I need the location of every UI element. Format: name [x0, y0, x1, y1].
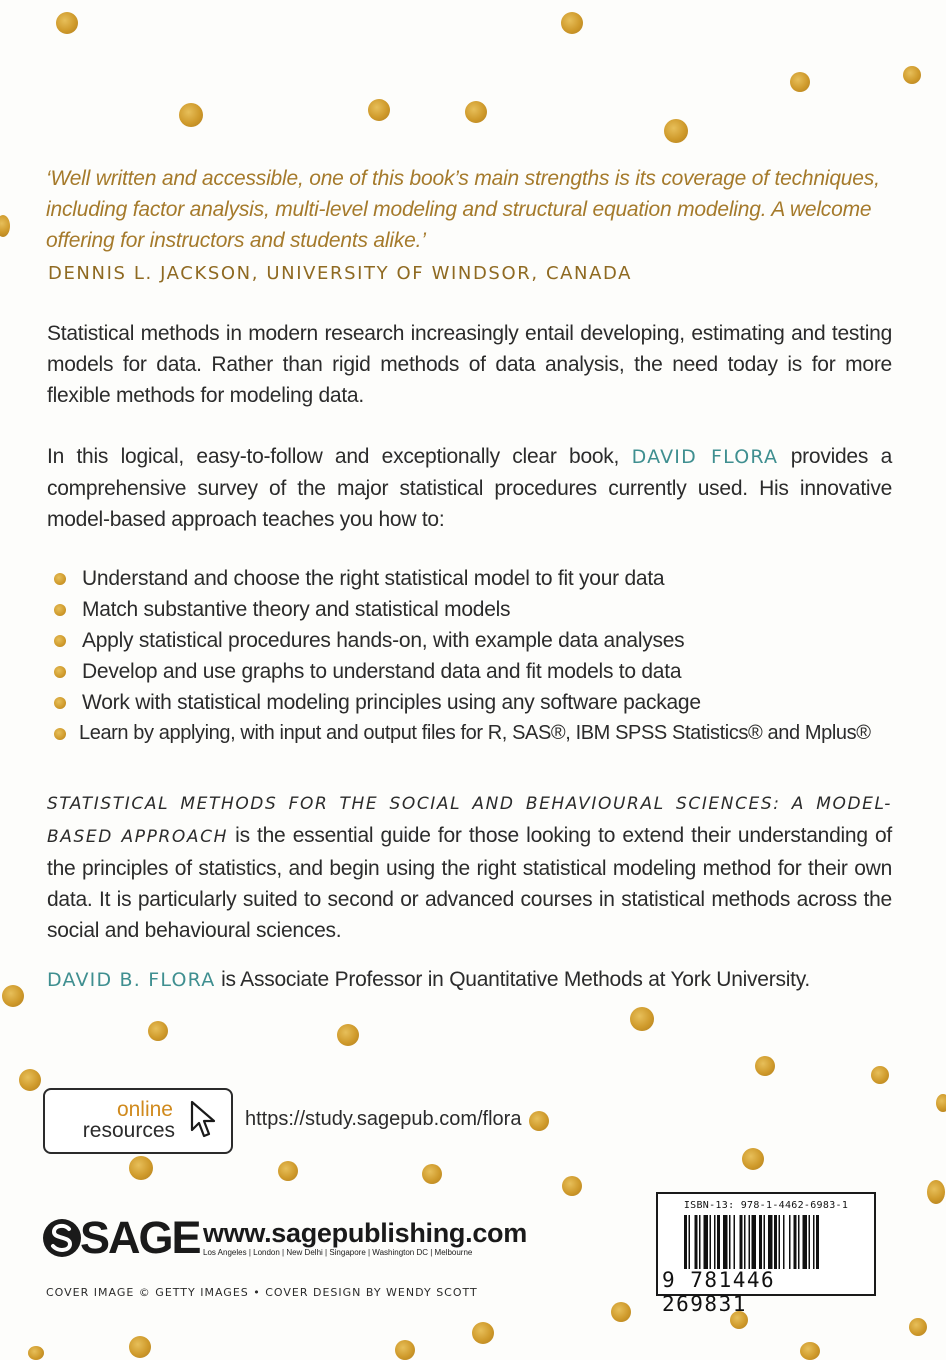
- gold-dot: [56, 12, 78, 34]
- online-resources-badge[interactable]: [43, 1088, 233, 1154]
- bullet-dot-icon: [54, 573, 66, 585]
- barcode-bar: [752, 1215, 757, 1269]
- barcode-bar: [803, 1215, 808, 1269]
- gold-dot: [755, 1056, 775, 1076]
- barcode-bar: [768, 1215, 773, 1269]
- feature-list: [52, 563, 871, 749]
- resources-label: resources: [82, 1119, 175, 1142]
- gold-dot: [465, 101, 487, 123]
- author-bio-name: DAVID B. FLORA: [47, 969, 216, 991]
- gold-dot: [664, 119, 688, 143]
- list-item: Match substantive theory and statistical models: [52, 594, 871, 625]
- gold-dot: [742, 1148, 764, 1170]
- author-bio-text: is Associate Professor in Quantitative Methods at York University.: [221, 968, 810, 991]
- barcode-bar: [744, 1215, 746, 1269]
- gold-dot: [909, 1318, 927, 1336]
- gold-dot: [278, 1161, 298, 1181]
- list-item: Develop and use graphs to understand data and fit models to data: [52, 656, 871, 687]
- list-item: Learn by applying, with input and output files for R, SAS®, IBM SPSS Statistics® and Mplus®: [52, 718, 871, 749]
- intro-paragraph-2-end: provides a comprehensive survey of the major statistical procedures currently used. His innovative model-based approach teaches you how to:: [47, 445, 892, 531]
- gold-dot: [28, 1346, 44, 1360]
- barcode-bar: [798, 1215, 800, 1269]
- bullet-dot-icon: [54, 604, 66, 616]
- barcode-bar: [749, 1215, 751, 1269]
- barcode-bars: [684, 1215, 864, 1269]
- barcode-bar: [704, 1215, 709, 1269]
- gold-dot: [148, 1021, 168, 1041]
- gold-dot: [562, 1176, 582, 1196]
- barcode-bar: [764, 1215, 766, 1269]
- sage-logo: [42, 1212, 200, 1266]
- barcode-bar: [794, 1215, 797, 1269]
- barcode-bar: [734, 1215, 736, 1269]
- barcode-bar: [717, 1215, 720, 1269]
- gold-dot: [129, 1336, 151, 1358]
- gold-dot: [871, 1066, 889, 1084]
- barcode-bar: [714, 1215, 716, 1269]
- gold-dot: [630, 1007, 654, 1031]
- companion-website-link[interactable]: https://study.sagepub.com/flora: [245, 1108, 522, 1130]
- barcode-bar: [759, 1215, 762, 1269]
- barcode-bar: [723, 1215, 728, 1269]
- list-item: Understand and choose the right statistical model to fit your data: [52, 563, 871, 594]
- publisher-url[interactable]: www.sagepublishing.com: [203, 1218, 527, 1248]
- online-label: online: [116, 1098, 173, 1121]
- book-title: STATISTICAL METHODS FOR THE SOCIAL AND BEHAVIOURAL SCIENCES: A MODEL-BASED APPROACH: [47, 794, 892, 847]
- barcode-bar: [809, 1215, 811, 1269]
- bullet-dot-icon: [54, 666, 66, 678]
- book-summary-text: is the essential guide for those looking to extend their understanding of the principles of statistics, and begin using the right statistical modeling method for their own data. It is particularly suited to second or advanced courses in statistical methods across the social and behavioural sciences.: [47, 824, 893, 942]
- cursor-pointer-icon: [189, 1100, 219, 1140]
- isbn-label: ISBN-13: 978-1-4462-6983-1: [683, 1200, 849, 1211]
- gold-dot: [368, 99, 390, 121]
- gold-dot: [800, 1342, 820, 1360]
- bullet-dot-icon: [54, 697, 66, 709]
- isbn-barcode: [656, 1192, 876, 1316]
- book-summary: [47, 787, 892, 946]
- intro-paragraph-1: Statistical methods in modern research increasingly entail developing, estimating and testing models for data. Rather than rigid methods of data analysis, the need today is for more flexible methods for modeling data.: [47, 322, 892, 407]
- gold-dot: [936, 1094, 946, 1112]
- barcode-bar: [689, 1215, 691, 1269]
- barcode-bar: [779, 1215, 781, 1269]
- barcode-bar: [695, 1215, 698, 1269]
- barcode-bar: [729, 1215, 731, 1269]
- barcode-bar: [699, 1215, 701, 1269]
- gold-dot: [422, 1164, 442, 1184]
- gold-dot: [561, 12, 583, 34]
- publisher-cities: Los Angeles | London | New Delhi | Singapore | Washington DC | Melbourne: [203, 1248, 473, 1257]
- gold-dot: [337, 1024, 359, 1046]
- gold-dot: [927, 1180, 945, 1204]
- barcode-bar: [813, 1215, 815, 1269]
- barcode-bar: [783, 1215, 785, 1269]
- barcode-bar: [774, 1215, 777, 1269]
- gold-dot: [2, 985, 24, 1007]
- gold-dot: [790, 72, 810, 92]
- gold-dot: [529, 1111, 549, 1131]
- gold-dot: [395, 1340, 415, 1360]
- author-name-highlight: DAVID FLORA: [631, 446, 779, 468]
- list-item: Work with statistical modeling principles using any software package: [52, 687, 871, 718]
- bullet-dot-icon: [54, 635, 66, 647]
- barcode-bar: [710, 1215, 712, 1269]
- intro-paragraph-2: [47, 441, 892, 535]
- gold-dot: [19, 1069, 41, 1091]
- gold-dot: [472, 1322, 494, 1344]
- gold-dot: [179, 103, 203, 127]
- gold-dot: [611, 1302, 631, 1322]
- gold-dot: [903, 66, 921, 84]
- intro-paragraph-2-start: In this logical, easy-to-follow and exceptionally clear book,: [47, 445, 620, 468]
- review-attribution: DENNIS L. JACKSON, UNIVERSITY OF WINDSOR, CANADA: [48, 263, 633, 284]
- isbn-number: 9 781446 269831: [662, 1268, 776, 1316]
- gold-dot: [129, 1156, 153, 1180]
- list-item: Apply statistical procedures hands-on, with example data analyses: [52, 625, 871, 656]
- barcode-bar: [789, 1215, 791, 1269]
- bullet-dot-icon: [54, 728, 66, 740]
- cover-credits: COVER IMAGE © GETTY IMAGES • COVER DESIGN BY WENDY SCOTT: [46, 1286, 478, 1299]
- barcode-bar: [816, 1215, 819, 1269]
- review-quote: ‘Well written and accessible, one of this book’s main strengths is its coverage of techniques, including factor analysis, multi-level modeling and structural equation modeling. A welcome offering for instructors and students alike.’: [46, 167, 880, 252]
- sage-wordmark: SAGE: [80, 1212, 200, 1263]
- gold-dot: [0, 215, 10, 237]
- barcode-bar: [740, 1215, 743, 1269]
- author-bio: [47, 964, 892, 996]
- barcode-bar: [684, 1215, 687, 1269]
